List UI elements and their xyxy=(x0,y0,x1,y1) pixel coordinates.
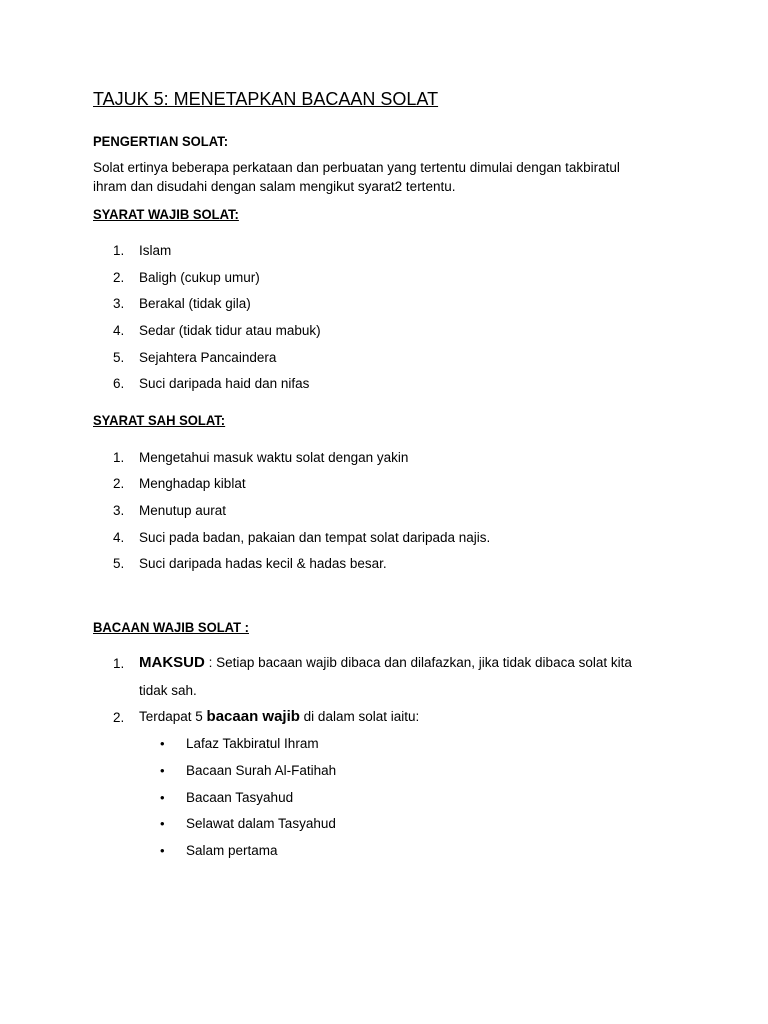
pengertian-line-1: Solat ertinya beberapa perkataan dan perbuatan yang tertentu dimulai dengan takbiratul xyxy=(93,160,620,175)
list-number: 1. xyxy=(113,656,125,671)
maksud-text: : Setiap bacaan wajib dibaca dan dilafazkan, jika tidak dibaca solat kita xyxy=(204,655,632,670)
list-number: 4. xyxy=(113,323,125,338)
list-number: 4. xyxy=(113,530,125,545)
bullet-icon: • xyxy=(160,843,165,858)
list-number: 3. xyxy=(113,503,125,518)
list-text: Sejahtera Pancaindera xyxy=(139,350,277,365)
syarat-sah-heading: SYARAT SAH SOLAT: xyxy=(93,412,226,428)
list-number: 1. xyxy=(113,243,125,258)
list-number: 2. xyxy=(113,270,125,285)
list-text: Berakal (tidak gila) xyxy=(139,296,251,311)
maksud-label: MAKSUD xyxy=(139,654,205,671)
bullet-icon: • xyxy=(160,763,165,778)
list-number: 2. xyxy=(113,476,125,491)
bullet-text: Selawat dalam Tasyahud xyxy=(186,816,336,831)
bullet-icon: • xyxy=(160,736,165,751)
bacaan-wajib-emphasis: bacaan wajib xyxy=(206,708,300,725)
list-text: Menghadap kiblat xyxy=(139,476,246,491)
bacaan-wajib-heading: BACAAN WAJIB SOLAT : xyxy=(93,619,249,635)
list-text: Islam xyxy=(139,243,172,258)
bullet-icon: • xyxy=(160,790,165,805)
bullet-text: Salam pertama xyxy=(186,843,278,858)
list-number: 2. xyxy=(113,710,125,725)
list-text xyxy=(139,654,632,671)
list-text: Baligh (cukup umur) xyxy=(139,270,260,285)
bullet-icon: • xyxy=(160,816,165,831)
pengertian-heading: PENGERTIAN SOLAT: xyxy=(93,133,229,149)
bullet-text: Lafaz Takbiratul Ihram xyxy=(186,736,319,751)
list-number: 1. xyxy=(113,450,125,465)
list-text xyxy=(139,708,419,725)
list-text: Menutup aurat xyxy=(139,503,227,518)
intro-text-end: di dalam solat iaitu: xyxy=(299,709,420,724)
pengertian-line-2: ihram dan disudahi dengan salam mengikut syarat2 tertentu. xyxy=(93,179,456,194)
intro-text: Terdapat 5 xyxy=(139,709,207,724)
bullet-text: Bacaan Surah Al-Fatihah xyxy=(186,763,337,778)
list-text: Suci daripada hadas kecil & hadas besar. xyxy=(139,556,387,571)
maksud-continuation: tidak sah. xyxy=(139,683,197,698)
list-text: Mengetahui masuk waktu solat dengan yakin xyxy=(139,450,409,465)
list-text: Sedar (tidak tidur atau mabuk) xyxy=(139,323,321,338)
list-number: 5. xyxy=(113,556,125,571)
syarat-wajib-heading: SYARAT WAJIB SOLAT: xyxy=(93,206,239,222)
document-title: TAJUK 5: MENETAPKAN BACAAN SOLAT xyxy=(93,89,439,109)
list-text: Suci daripada haid dan nifas xyxy=(139,376,310,391)
list-number: 6. xyxy=(113,376,125,391)
bullet-text: Bacaan Tasyahud xyxy=(186,790,294,805)
list-number: 5. xyxy=(113,350,125,365)
list-text: Suci pada badan, pakaian dan tempat solat daripada najis. xyxy=(139,530,491,545)
list-number: 3. xyxy=(113,296,125,311)
